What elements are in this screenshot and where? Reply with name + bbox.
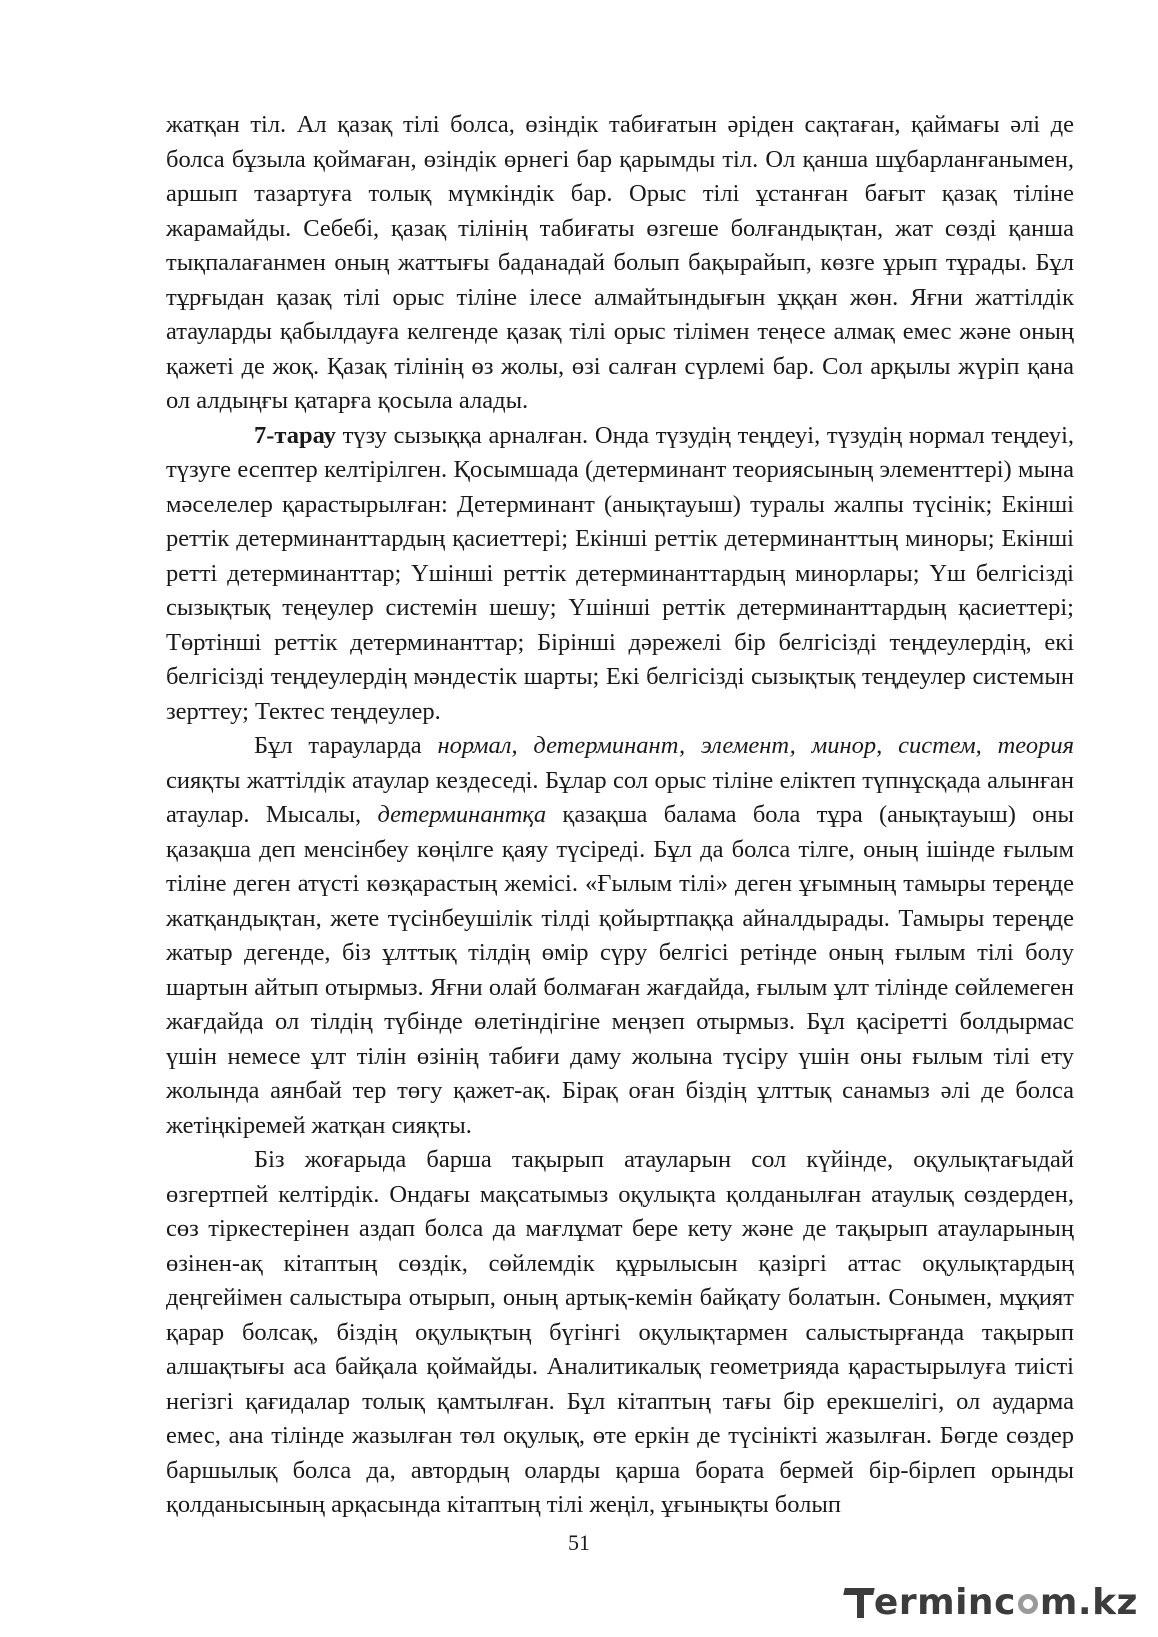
bold-text: 7-тарау — [254, 421, 336, 449]
page-number: 51 — [568, 1530, 590, 1555]
italic-term: нормал, детерминант, элемент, минор, систем, теория — [437, 732, 1074, 759]
paragraph — [166, 419, 1074, 730]
body-text: қазақша балама бола тұра (анықтауыш) оны қазақша деп менсінбеу көңілге қаяу түсіреді. Бұл да болса тілге, оның ішінде ғылым тіліне деген атүсті көзқарастың жемісі. «Ғылым тілі» деген ұғымның тамыры тереңде жатқандықтан, жете түсінбеушілік тілді қойыртпаққа айналдырады. Тамыры тереңде жатыр дегенде, біз ұлттық тілдің өмір сүру белгісі ретінде оның ғылым тілі болу шартын айтып отырмыз. Яғни олай болмаған жағдайда, ғылым ұлт тілінде сөйлемеген жағдайда ол тілдің түбінде өлетіндігіне меңзеп отырмыз. Бұл қасіретті болдырмас үшін немесе ұлт тілін өзінің табиғи даму жолына түсіру үшін оны ғылым тілі ету жолында аянбай тер төгу қажет-ақ. Бірақ оған біздің ұлттық санамыз әлі де болса жетіңкіремей жатқан сияқты. — [166, 801, 1074, 1139]
paragraph — [166, 1143, 1074, 1523]
termincom-watermark-logo — [844, 1579, 1138, 1625]
body-text: жатқан тіл. Ал қазақ тілі болса, өзіндік табиғатын әріден сақтаған, қаймағы әлі де болса бұзыла қоймаған, өзіндік өрнегі бар қарымды тіл. Ол қанша шұбарланғанымен, аршып тазартуға толық мүмкіндік бар. Орыс тілі ұстанған бағыт қазақ тіліне жарамайды. Себебі, қазақ тілінің табиғаты өзгеше болғандықтан, жат сөзді қанша тықпалағанмен оның жаттығы баданадай болып бақырайып, көзге ұрып тұрады. Бұл тұрғыдан қазақ тілі орыс тіліне ілесе алмайтындығын ұққан жөн. Яғни жаттілдік атауларды қабылдауға келгенде қазақ тілі орыс тілімен теңесе алмақ емес және оның қажеті де жоқ. Қазақ тілінің өз жолы, өзі салған сүрлемі бар. Сол арқылы жүріп қана ол алдыңғы қатарға қосыла алады. — [166, 111, 1074, 414]
watermark-text-3: m.kz — [1039, 1581, 1138, 1623]
body-text: Бұл тарауларда — [254, 732, 438, 759]
italic-term: детерминантқа — [377, 801, 547, 828]
body-text: түзу сызыққа арналған. Онда түзудің теңдеуі, түзудің нормал теңдеуі, түзуге есептер келтірілген. Қосымшада (детерминант теориясының элементтері) мына мәселелер қарастырылған: Детерминант (анықтауыш) туралы жалпы түсінік; Екінші реттік детерминанттардың қасиеттері; Екінші реттік детерминанттың миноры; Екінші ретті детерминанттар; Үшінші реттік детерминанттардың минорлары; Үш белгісізді сызықтық теңеулер системін шешу; Үшінші реттік детерминанттардың қасиеттері; Төртінші реттік детерминанттар; Бірінші дәрежелі бір белгісізді теңдеулердің, екі белгісізді теңдеулердің мәндестік шарты; Екі белгісізді сызықтық теңдеулер системын зерттеу; Тектес теңдеулер. — [166, 421, 1074, 725]
page-body — [166, 108, 1074, 1523]
o-ring-icon — [1018, 1594, 1038, 1614]
watermark-text-2: c — [994, 1581, 1016, 1623]
paragraph — [166, 108, 1074, 419]
paragraph — [166, 729, 1074, 1143]
body-text: сияқты жаттілдік атаулар кездеседі. Бұлар сол орыс тіліне еліктеп түпнұсқада алынған атаулар. Мысалы, — [166, 766, 1074, 828]
watermark-text-1: ermin — [873, 1581, 995, 1623]
t-letter-icon — [844, 1582, 880, 1622]
body-text: Біз жоғарыда барша тақырып атауларын сол күйінде, оқулықтағыдай өзгертпей келтірдік. Ондағы мақсатымыз оқулықта қолданылған атаулық сөздерден, сөз тіркестерінен аздап болса да мағлұмат бере кету және де тақырып атауларының өзінен-ақ кітаптың сөздік, сөйлемдік құрылысын қазіргі аттас оқулықтардың деңгейімен салыстыра отырып, оның артық-кемін байқату болатын. Сонымен, мұқият қарар болсақ, біздің оқулықтың бүгінгі оқулықтармен салыстырғанда тақырып алшақтығы аса байқала қоймайды. Аналитикалық геометрияда қарастырылуға тиісті негізгі қағидалар толық қамтылған. Бұл кітаптың тағы бір ерекшелігі, ол аударма емес, ана тілінде жазылған төл оқулық, өте еркін де түсінікті жазылған. Бөгде сөздер баршылық болса да, автордың оларды қарша бората бермей бір-бірлеп орынды қолданысының арқасында кітаптың тілі жеңіл, ұғынықты болып — [166, 1146, 1074, 1518]
